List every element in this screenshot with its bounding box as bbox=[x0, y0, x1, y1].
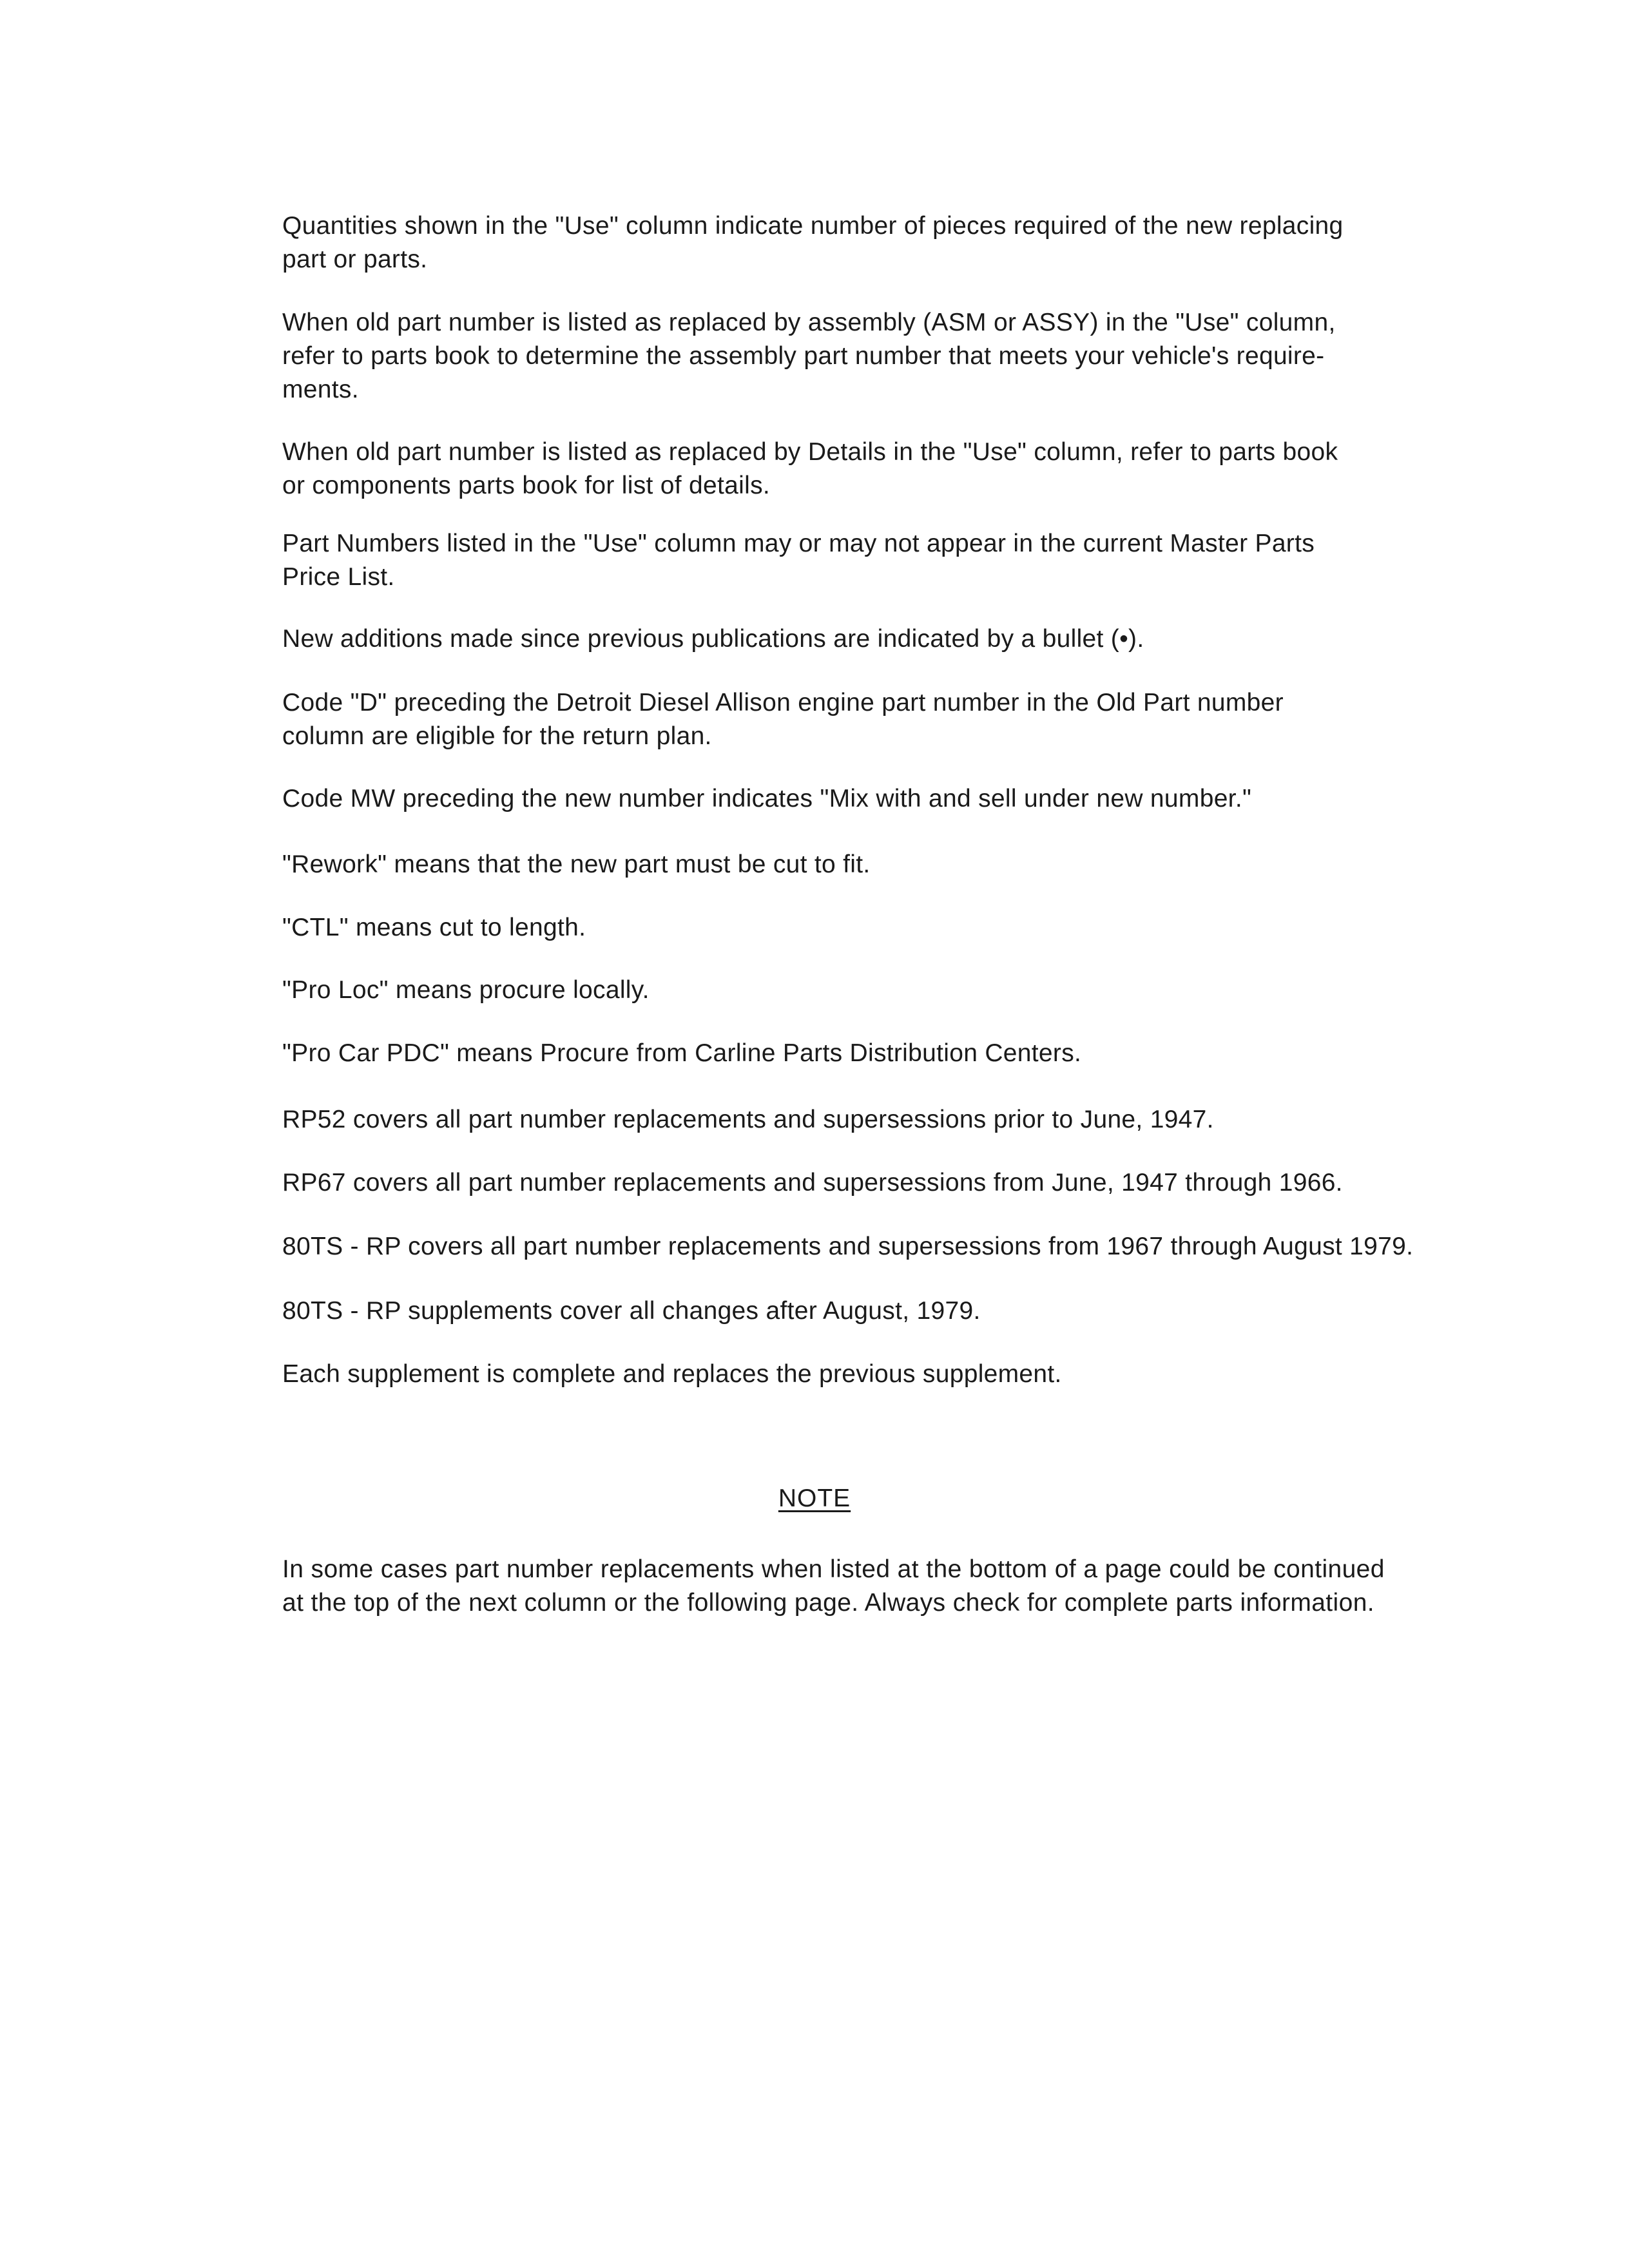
paragraph-new-additions-bullet: New additions made since previous publications are indicated by a bullet (•). bbox=[282, 625, 1144, 653]
paragraph-rp52: RP52 covers all part number replacements and supersessions prior to June, 1947. bbox=[282, 1106, 1214, 1133]
paragraph-pro-loc: "Pro Loc" means procure locally. bbox=[282, 976, 650, 1004]
note-heading-label: NOTE bbox=[778, 1485, 851, 1512]
paragraph-code-d: Code "D" preceding the Detroit Diesel Allison engine part number in the Old Part number column are eligible for the return plan. bbox=[282, 689, 1284, 750]
paragraph-ctl: "CTL" means cut to length. bbox=[282, 914, 586, 941]
paragraph-use-column-quantities: Quantities shown in the "Use" column indicate number of pieces required of the new replacing part or parts. bbox=[282, 212, 1344, 273]
paragraph-rp67: RP67 covers all part number replacements and supersessions from June, 1947 through 1966. bbox=[282, 1169, 1343, 1196]
paragraph-rework: "Rework" means that the new part must be cut to fit. bbox=[282, 850, 871, 878]
paragraph-pro-car-pdc: "Pro Car PDC" means Procure from Carline Parts Distribution Centers. bbox=[282, 1039, 1082, 1067]
paragraph-each-supplement: Each supplement is complete and replaces the previous supplement. bbox=[282, 1360, 1062, 1388]
paragraph-80ts-rp-supplements: 80TS - RP supplements cover all changes after August, 1979. bbox=[282, 1297, 981, 1325]
note-heading bbox=[0, 1482, 1629, 1515]
paragraph-code-mw: Code MW preceding the new number indicates "Mix with and sell under new number." bbox=[282, 785, 1252, 812]
paragraph-80ts-rp: 80TS - RP covers all part number replacements and supersessions from 1967 through August 1979. bbox=[282, 1233, 1414, 1260]
paragraph-assembly-replacement: When old part number is listed as replaced by assembly (ASM or ASSY) in the "Use" column, refer to parts book to determine the assembly part number that meets your vehicle's require- ments. bbox=[282, 309, 1336, 403]
paragraph-details-replacement: When old part number is listed as replaced by Details in the "Use" column, refer to parts book or components parts book for list of details. bbox=[282, 438, 1338, 499]
note-text: In some cases part number replacements when listed at the bottom of a page could be continued at the top of the next column or the following page. Always check for complete parts information. bbox=[282, 1555, 1385, 1617]
paragraph-master-parts-price-list: Part Numbers listed in the "Use" column may or may not appear in the current Master Parts Price List. bbox=[282, 530, 1315, 591]
